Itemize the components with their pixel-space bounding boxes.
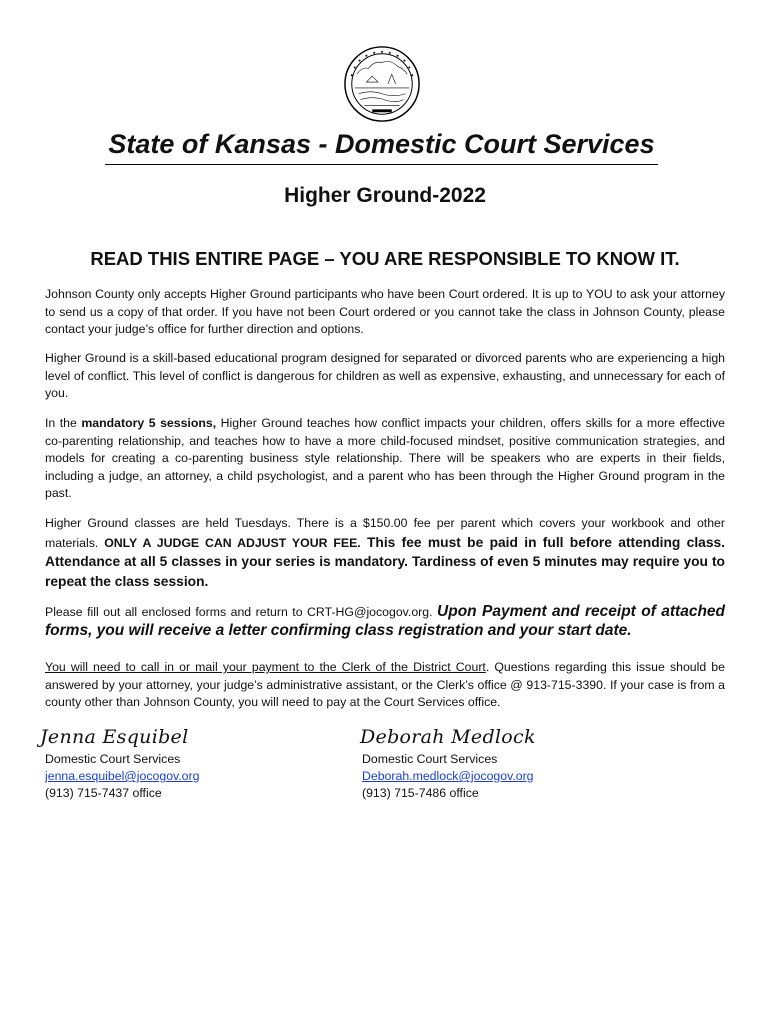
program-subtitle: Higher Ground-2022 [284,184,486,207]
confirmation-notice: Upon Payment and receipt of attached forms, you will receive a letter confirming class registration and your start date. [45,603,726,639]
sessions-text-a: In the [45,416,82,430]
fee-paragraph [45,515,725,591]
contact-department: Domestic Court Services [45,752,181,766]
contact-department: Domestic Court Services [362,752,498,766]
payment-questions-text: . Questions regarding this issue should be answered by your attorney, your judge’s administrative assistant, or the Clerk’s office @ 913-715-3390. If your case is from a county other than Johnson County, you will need to pay at the Court Services office. [45,660,725,709]
fee-text: Higher Ground classes are held Tuesdays. There is a $150.00 fee per parent which covers your workbook and other materials. [45,516,725,550]
signature-jenna-esquibel: Jenna Esquibel [40,726,189,748]
read-warning-heading: READ THIS ENTIRE PAGE – YOU ARE RESPONSIBLE TO KNOW IT. [90,248,680,269]
contact-card-2 [362,751,534,802]
contact-phone: (913) 715-7437 office [45,786,162,800]
signature-deborah-medlock: Deborah Medlock [360,726,536,748]
contact-email-link[interactable]: Deborah.medlock@jocogov.org [362,769,534,783]
attendance-notice: This fee must be paid in full before attending class. Attendance at all 5 classes in your series is mandatory. Tardiness of even 5 minutes may require you to repeat the class session. [45,534,726,589]
payment-paragraph [45,659,725,712]
sessions-paragraph [45,415,725,503]
contact-phone: (913) 715-7486 office [362,786,479,800]
court-order-paragraph: Johnson County only accepts Higher Ground participants who have been Court ordered. It is up to YOU to ask your attorney to send us a copy of that order. If you have not been Court ordered or you cannot take the class in Johnson County, please contact your judge’s office for further direction and options. [45,287,725,336]
program-description-paragraph: Higher Ground is a skill-based educational program designed for separated or divorced parents who are experiencing a high level of conflict. This level of conflict is dangerous for children as well as expensive, exhausting, and unnecessary for each of you. [45,351,725,400]
state-seal-icon [343,45,421,123]
forms-text: Please fill out all enclosed forms and return to CRT-HG@jocogov.org. [45,605,438,619]
payment-instruction: You will need to call in or mail your payment to the Clerk of the District Court [45,660,486,674]
judge-fee-notice: ONLY A JUDGE CAN ADJUST YOUR FEE. [104,535,361,550]
contact-email-link[interactable]: jenna.esquibel@jocogov.org [45,769,200,783]
contact-card-1 [45,751,199,802]
page-title: State of Kansas - Domestic Court Services [105,128,658,165]
mandatory-sessions-emphasis: mandatory 5 sessions, [81,416,217,430]
sessions-text-b: Higher Ground teaches how conflict impacts your children, offers skills for a more effective co-parenting relationship, and teaches how to have a more child-focused mindset, positive communication strategies, and models for creating a co-parenting business style relationship. There will be speakers who are experts in their fields, including a judge, an attorney, a child psychologist, and a parent who has been through the Higher Ground program in the past. [45,416,725,500]
forms-paragraph [45,603,725,640]
